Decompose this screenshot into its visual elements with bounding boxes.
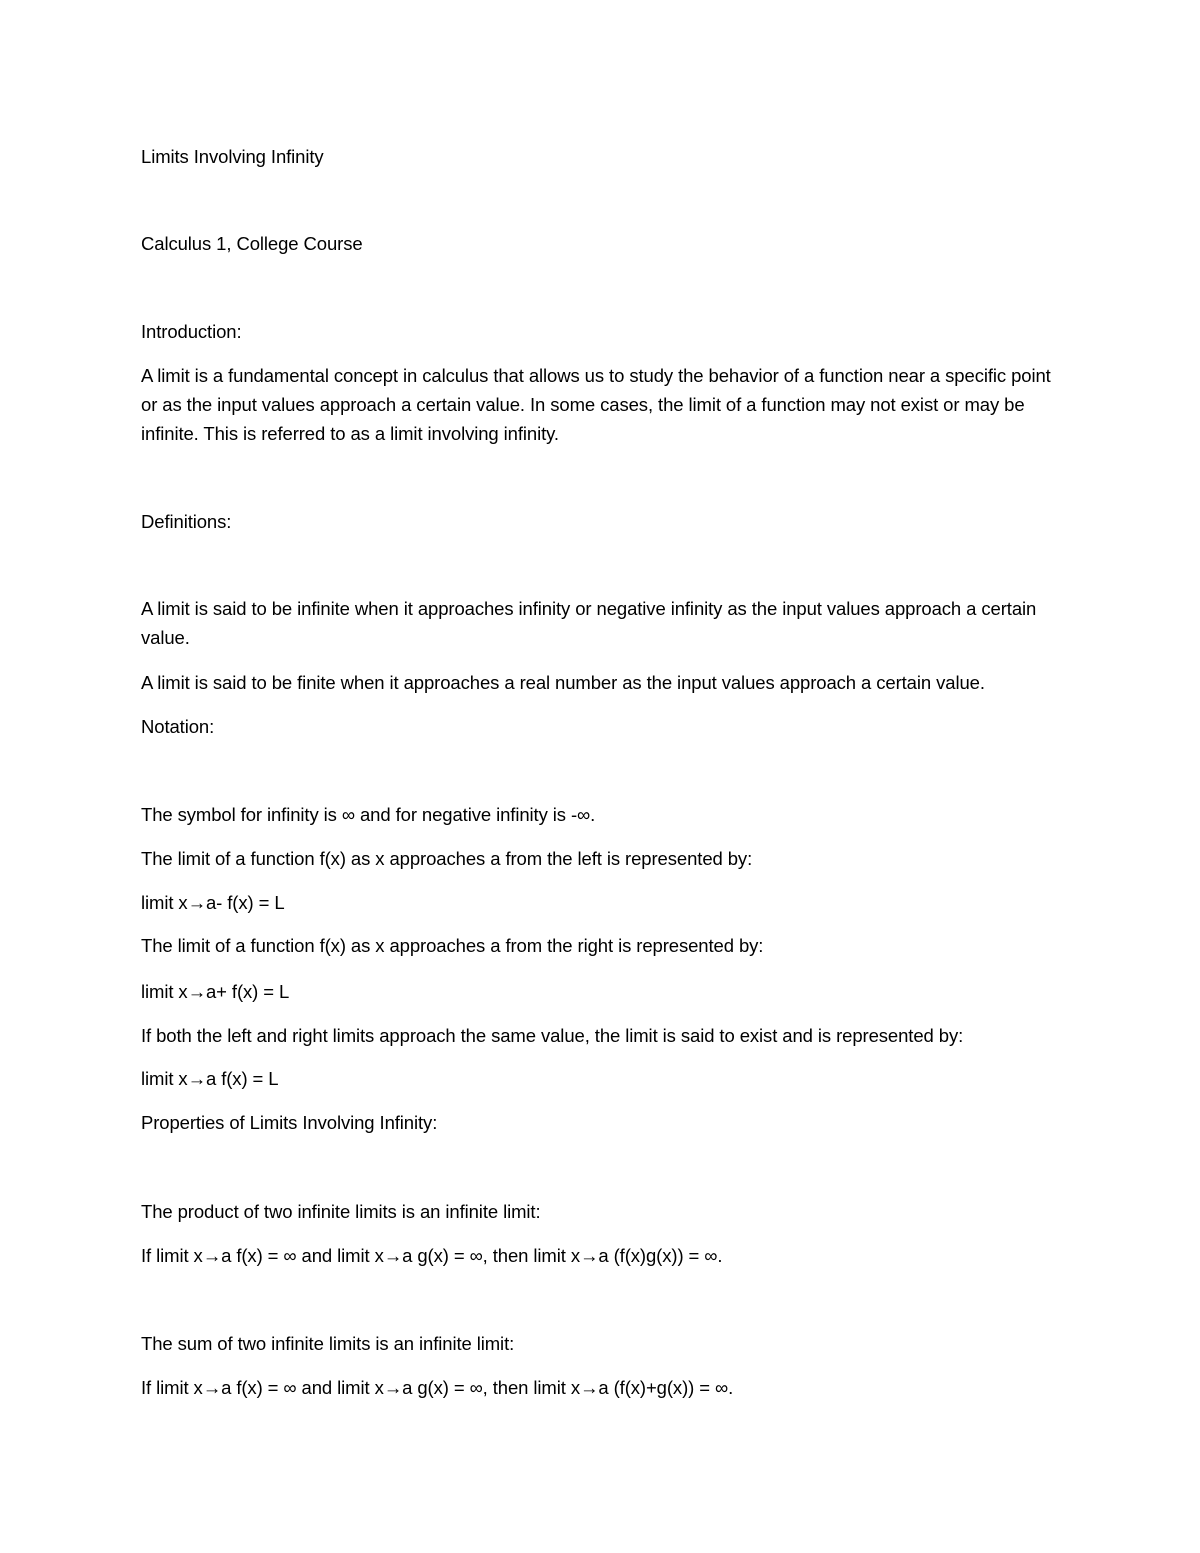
notation-right-description: The limit of a function f(x) as x approaches a from the right is represented by: — [141, 935, 764, 956]
sum-formula: If limit x→a f(x) = ∞ and limit x→a g(x) = ∞, then limit x→a (f(x)+g(x)) = ∞. — [141, 1377, 734, 1398]
notation-left-formula: limit x→a- f(x) = L — [141, 892, 285, 913]
document-title: Limits Involving Infinity — [141, 146, 324, 167]
intro-paragraph: A limit is a fundamental concept in calculus that allows us to study the behavior of a function near a specific point or as the input values approach a certain value. In some cases, the limit of a function may not exist or may be infinite. This is referred to as a limit involving infinity. — [141, 365, 1051, 444]
product-formula: If limit x→a f(x) = ∞ and limit x→a g(x) = ∞, then limit x→a (f(x)g(x)) = ∞. — [141, 1245, 723, 1266]
notation-both-formula: limit x→a f(x) = L — [141, 1068, 279, 1089]
properties-heading: Properties of Limits Involving Infinity: — [141, 1112, 438, 1133]
course-name: Calculus 1, College Course — [141, 233, 363, 254]
notation-symbol: The symbol for infinity is ∞ and for negative infinity is -∞. — [141, 804, 596, 825]
notation-left-description: The limit of a function f(x) as x approaches a from the left is represented by: — [141, 848, 753, 869]
notation-both-description: If both the left and right limits approach the same value, the limit is said to exist and is represented by: — [141, 1025, 964, 1046]
definitions-heading: Definitions: — [141, 511, 232, 532]
intro-heading: Introduction: — [141, 321, 242, 342]
product-rule: The product of two infinite limits is an infinite limit: — [141, 1201, 541, 1222]
notation-right-formula: limit x→a+ f(x) = L — [141, 981, 290, 1002]
definition-finite: A limit is said to be finite when it approaches a real number as the input values approach a certain value. — [141, 672, 985, 693]
definition-infinite: A limit is said to be infinite when it approaches infinity or negative infinity as the input values approach a certain value. — [141, 598, 1037, 648]
notation-heading: Notation: — [141, 716, 215, 737]
sum-rule: The sum of two infinite limits is an infinite limit: — [141, 1333, 515, 1354]
